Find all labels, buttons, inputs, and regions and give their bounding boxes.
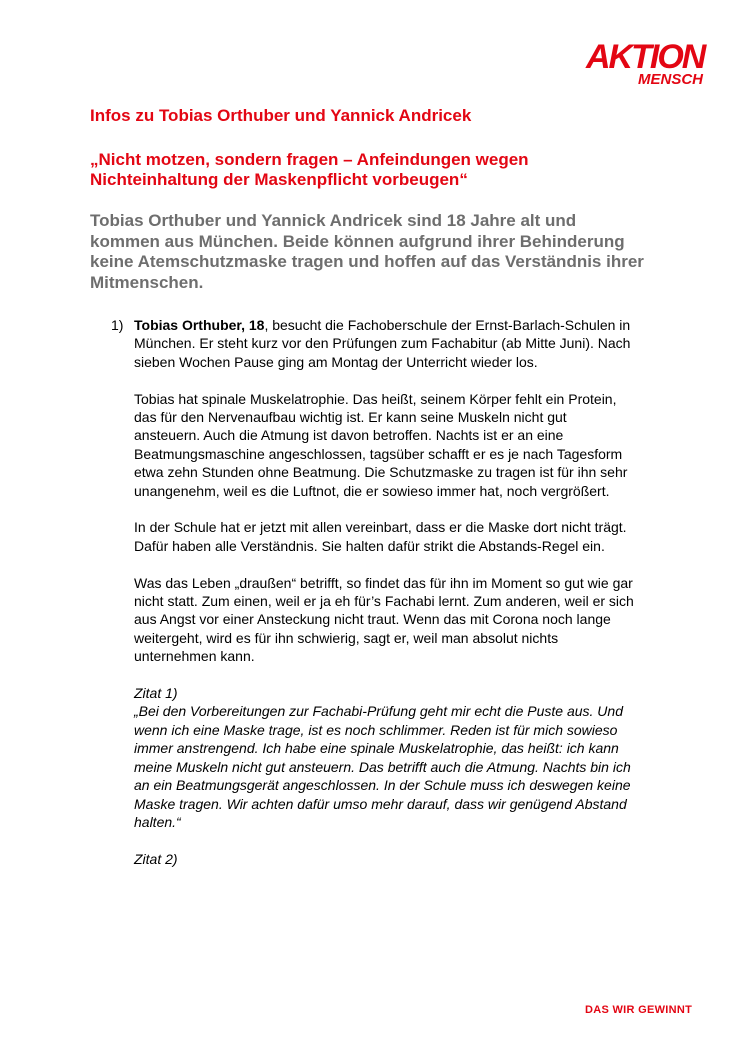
person-name: Tobias Orthuber, 18 xyxy=(134,317,265,333)
logo-sub-text: MENSCH xyxy=(638,71,704,88)
quote-1-label: Zitat 1) xyxy=(134,685,178,702)
paragraph-2: Tobias hat spinale Muskelatrophie. Das heißt, seinem Körper fehlt ein Protein, das für den Nervenaufbau wichtig ist. Er kann seine Muskeln nicht gut ansteuern. Auch die Atmung ist davon betroffen. Nachts ist er an eine Beatmungsmaschine angeschlossen, tagsüber schafft er es je nach Tagesform etwa zehn Stunden ohne Beatmung. Die Schutzmaske zu tragen ist für ihn sehr unangenehm, weil es die Luftnot, die er sowieso immer hat, noch vergrößert. xyxy=(134,390,628,499)
page-title: „Nicht motzen, sondern fragen – Anfeindungen wegen Nichteinhaltung der Maskenpflicht vorbeugen“ xyxy=(90,150,529,189)
list-number: 1) xyxy=(111,317,124,333)
footer-slogan: DAS WIR GEWINNT xyxy=(585,1004,693,1016)
logo-main-text: AKTION xyxy=(586,38,705,76)
paragraph-1-text: , besucht die Fachoberschule der Ernst-Barlach-Schulen in München. Er steht kurz vor den Prüfungen zum Fachabitur (ab Mitte Juni). Nach sieben Wochen Pause ging am Montag der Unterricht wieder los. xyxy=(134,317,631,370)
intro-paragraph: Tobias Orthuber und Yannick Andricek sind 18 Jahre alt und kommen aus München. Beide können aufgrund ihrer Behinderung keine Atemschutzmaske tragen und hoffen auf das Verständnis ihrer Mitmenschen. xyxy=(90,211,644,292)
paragraph-1 xyxy=(134,316,634,371)
quote-1-text: „Bei den Vorbereitungen zur Fachabi-Prüfung geht mir echt die Puste aus. Und wenn ich eine Maske trage, ist es noch schlimmer. Reden ist für mich sowieso immer anstrengend. Ich habe eine spinale Muskelatrophie, das heißt: ich kann meine Muskeln nicht gut ansteuern. Das betrifft auch die Atmung. Nachts bin ich an ein Beatmungsgerät angeschlossen. In der Schule muss ich deswegen keine Maske tragen. Wir achten dafür umso mehr darauf, dass wir genügend Abstand halten.“ xyxy=(134,703,631,830)
quote-1 xyxy=(134,684,634,831)
info-heading: Infos zu Tobias Orthuber und Yannick Andricek xyxy=(90,106,472,125)
paragraph-4: Was das Leben „draußen“ betrifft, so findet das für ihn im Moment so gut wie gar nicht statt. Zum einen, weil er ja eh für’s Fachabi lernt. Zum anderen, weil er sich aus Angst vor einer Ansteckung nicht traut. Wenn das mit Corona noch lange weitergeht, wird es für ihn schwierig, sagt er, weil man absolut nichts unternehmen kann. xyxy=(134,574,634,665)
quote-2-label: Zitat 2) xyxy=(134,850,178,867)
aktion-mensch-logo xyxy=(586,40,710,90)
section-body xyxy=(134,316,634,887)
paragraph-3: In der Schule hat er jetzt mit allen vereinbart, dass er die Maske dort nicht trägt. Dafür haben alle Verständnis. Sie halten dafür strikt die Abstands-Regel ein. xyxy=(134,519,627,554)
